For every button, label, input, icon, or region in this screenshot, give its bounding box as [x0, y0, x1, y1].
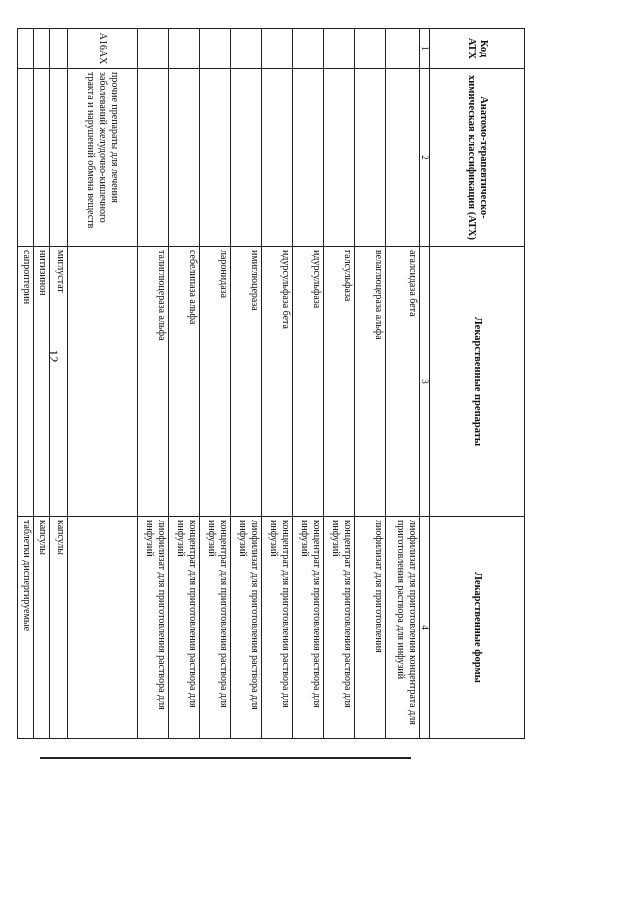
form-cell: концентрат для приготовления раствора для инфузий	[169, 517, 200, 739]
drug-cell: сапроптерин	[18, 247, 34, 517]
header-row	[430, 29, 525, 739]
form-cell: капсулы	[50, 517, 68, 739]
form-cell: концентрат для приготовления раствора для инфузий	[262, 517, 293, 739]
table-row	[18, 29, 34, 739]
code-cell	[386, 29, 420, 69]
code-cell	[293, 29, 324, 69]
drug-cell: велаглюцераза альфа	[355, 247, 386, 517]
drug-cell: себелипаза альфа	[169, 247, 200, 517]
table-row	[355, 29, 386, 739]
classification-cell	[231, 69, 262, 247]
classification-cell	[50, 69, 68, 247]
table-row	[169, 29, 200, 739]
form-cell: лиофилизат для приготовления раствора для инфузий	[138, 517, 169, 739]
header-code: Код АТХ	[430, 29, 525, 69]
classification-cell	[293, 69, 324, 247]
form-cell: лиофилизат для приготовления раствора для инфузий	[231, 517, 262, 739]
drug-cell: идурсульфаза бета	[262, 247, 293, 517]
code-cell	[355, 29, 386, 69]
classification-cell	[18, 69, 34, 247]
form-cell: концентрат для приготовления раствора для инфузий	[200, 517, 231, 739]
classification-cell	[169, 69, 200, 247]
drug-cell: галсульфаза	[324, 247, 355, 517]
drug-cell: агалсидаза бета	[386, 247, 420, 517]
form-cell: концентрат для приготовления раствора для инфузий	[324, 517, 355, 739]
bottom-rule	[40, 757, 411, 759]
table-row	[293, 29, 324, 739]
table-rotation-frame	[21, 28, 525, 738]
drug-cell: имиглюцераза	[231, 247, 262, 517]
table-row	[200, 29, 231, 739]
code-cell	[169, 29, 200, 69]
code-cell	[138, 29, 169, 69]
classification-cell	[200, 69, 231, 247]
classification-cell	[324, 69, 355, 247]
group-code-cell: A16AX	[68, 29, 138, 69]
header-classification: Анатомо-терапевтическо-химическая классификация (АТХ)	[430, 69, 525, 247]
group-classification-cell: прочие препараты для лечения заболеваний желудочно-кишечного тракта и нарушений обмена веществ	[68, 69, 138, 247]
drug-cell: миглустат	[50, 247, 68, 517]
header-forms: Лекарственные формы	[430, 517, 525, 739]
code-cell	[50, 29, 68, 69]
classification-cell	[355, 69, 386, 247]
code-cell	[262, 29, 293, 69]
drug-table	[17, 28, 525, 739]
table-row	[262, 29, 293, 739]
classification-cell	[138, 69, 169, 247]
code-cell	[200, 29, 231, 69]
table-row	[231, 29, 262, 739]
form-cell	[68, 517, 138, 739]
code-cell	[34, 29, 50, 69]
drug-cell: ларонидаза	[200, 247, 231, 517]
drug-cell	[68, 247, 138, 517]
drug-cell: идурсульфаза	[293, 247, 324, 517]
rotated-table-container	[21, 28, 525, 738]
code-cell	[231, 29, 262, 69]
code-cell	[18, 29, 34, 69]
column-number: 4	[420, 517, 430, 739]
classification-cell	[386, 69, 420, 247]
drug-cell: талиглюцераза альфа	[138, 247, 169, 517]
form-cell: лиофилизат для приготовления концентрата для приготовления раствора для инфузий	[386, 517, 420, 739]
group-row	[68, 29, 138, 739]
form-cell: таблетки диспергируемые	[18, 517, 34, 739]
page-number: 12	[46, 349, 61, 363]
form-cell: лиофилизат для приготовления	[355, 517, 386, 739]
table-row	[386, 29, 420, 739]
header-drugs: Лекарственные препараты	[430, 247, 525, 517]
table-row	[138, 29, 169, 739]
column-number: 3	[420, 247, 430, 517]
form-cell: концентрат для приготовления раствора для инфузий	[293, 517, 324, 739]
drug-cell: нитизинон	[34, 247, 50, 517]
column-number: 1	[420, 29, 430, 69]
column-number-row	[420, 29, 430, 739]
table-row	[324, 29, 355, 739]
form-cell: капсулы	[34, 517, 50, 739]
classification-cell	[262, 69, 293, 247]
column-number: 2	[420, 69, 430, 247]
table-row	[50, 29, 68, 739]
code-cell	[324, 29, 355, 69]
table-row	[34, 29, 50, 739]
classification-cell	[34, 69, 50, 247]
